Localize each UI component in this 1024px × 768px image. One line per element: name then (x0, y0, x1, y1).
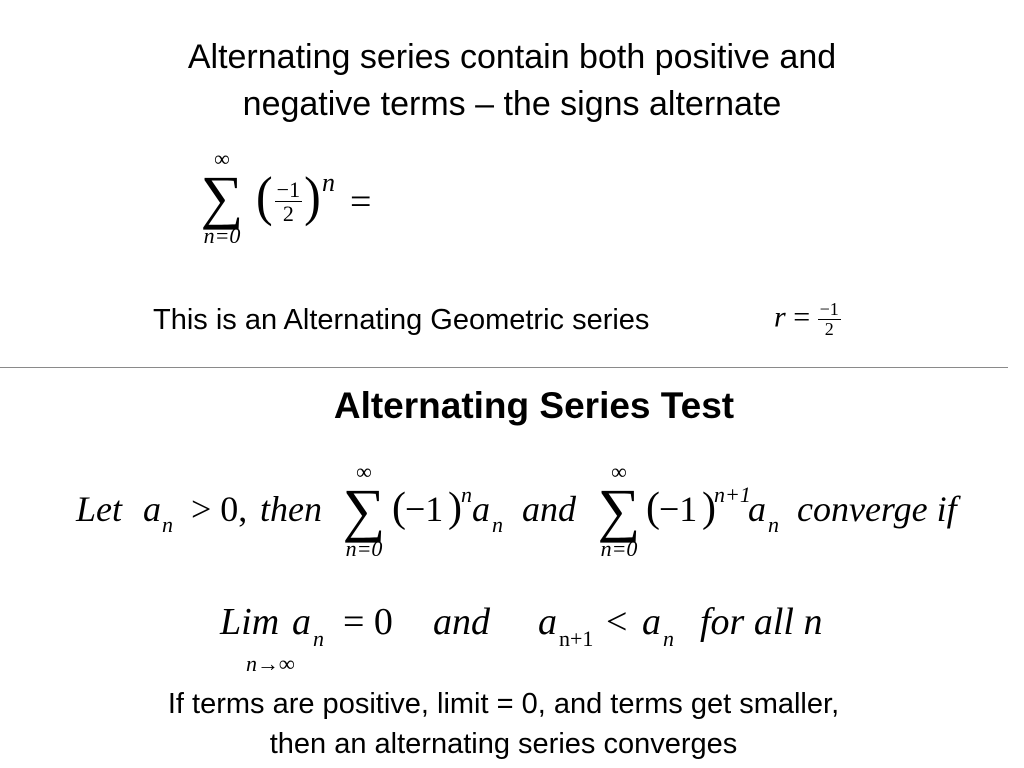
conclusion-line-2: then an alternating series converges (269, 728, 738, 760)
fraction-numerator: −1 (276, 176, 301, 202)
example-summation (187, 148, 257, 248)
summation-1-sigma: ∑ (342, 477, 386, 543)
condition-a-subscript: n (313, 626, 324, 651)
statement-a: a (143, 489, 161, 529)
statement-sign-1: −1 (405, 489, 444, 529)
summation-2-lower: n=0 (600, 536, 638, 561)
statement-a-term-1: a (472, 489, 490, 529)
paren-open-1: ( (392, 485, 406, 531)
statement-a-term-1-subscript: n (492, 512, 503, 537)
statement-let: Let (76, 489, 123, 529)
summation-lower-limit: n=0 (203, 223, 241, 248)
statement-positive-condition: > 0, (191, 489, 248, 529)
ratio-denominator: 2 (824, 318, 834, 339)
example-equals-sign: = (350, 181, 372, 223)
condition-a-current: a (642, 601, 661, 643)
section-divider (0, 367, 1008, 368)
statement-a-term-2: a (748, 489, 766, 529)
condition-a: a (292, 601, 311, 643)
condition-a-current-subscript: n (663, 626, 674, 651)
condition-and: and (433, 601, 490, 643)
statement-and: and (522, 489, 576, 529)
condition-for-all: for all n (700, 601, 823, 643)
summation-sigma: ∑ (200, 164, 244, 230)
ratio-numerator: −1 (819, 299, 839, 319)
paren-close-1: ) (448, 485, 462, 531)
condition-lim-subscript: n→∞ (246, 651, 295, 676)
condition-less-than: < (606, 601, 628, 643)
ratio-equals: = (793, 300, 811, 334)
statement-sign-1-exponent: n (461, 482, 472, 507)
slide-heading (0, 34, 1024, 128)
condition-equals-zero: = 0 (343, 601, 393, 643)
heading-line-1: Alternating series contain both positive and (187, 38, 837, 76)
ratio-variable: r (774, 300, 786, 334)
summation-2-sigma: ∑ (597, 477, 641, 543)
statement-a-term-2-subscript: n (768, 512, 779, 537)
summation-1-upper: ∞ (356, 459, 372, 484)
summation-2-upper: ∞ (611, 459, 627, 484)
geometric-series-note: This is an Alternating Geometric series (153, 304, 650, 336)
summation-1-lower: n=0 (345, 536, 383, 561)
heading-line-2: negative terms – the signs alternate (242, 85, 782, 123)
conclusion-line-1: If terms are positive, limit = 0, and terms get smaller, (167, 688, 840, 720)
example-base-fraction (275, 178, 302, 225)
conclusion-text (0, 684, 1007, 764)
statement-a-subscript: n (162, 512, 173, 537)
example-base: ( $\frac{-1}{2}$ ) (256, 165, 321, 227)
condition-a-next-subscript: n+1 (559, 626, 594, 651)
statement-sign-2-exponent: n+1 (714, 482, 751, 507)
statement-then: then (260, 489, 322, 529)
statement-converge-if: converge if (797, 489, 957, 529)
example-exponent: n (322, 168, 335, 197)
paren-open-2: ( (646, 485, 660, 531)
condition-lim: Lim (220, 601, 280, 643)
summation-1 (329, 461, 399, 561)
summation-upper-limit: ∞ (214, 146, 230, 171)
condition-a-next: a (538, 601, 557, 643)
ratio-formula (774, 300, 841, 339)
test-title: Alternating Series Test (333, 385, 735, 426)
ratio-fraction (818, 300, 841, 339)
summation-2 (584, 461, 654, 561)
paren-close-2: ) (702, 485, 716, 531)
statement-sign-2: −1 (659, 489, 698, 529)
fraction-denominator: 2 (282, 201, 294, 227)
